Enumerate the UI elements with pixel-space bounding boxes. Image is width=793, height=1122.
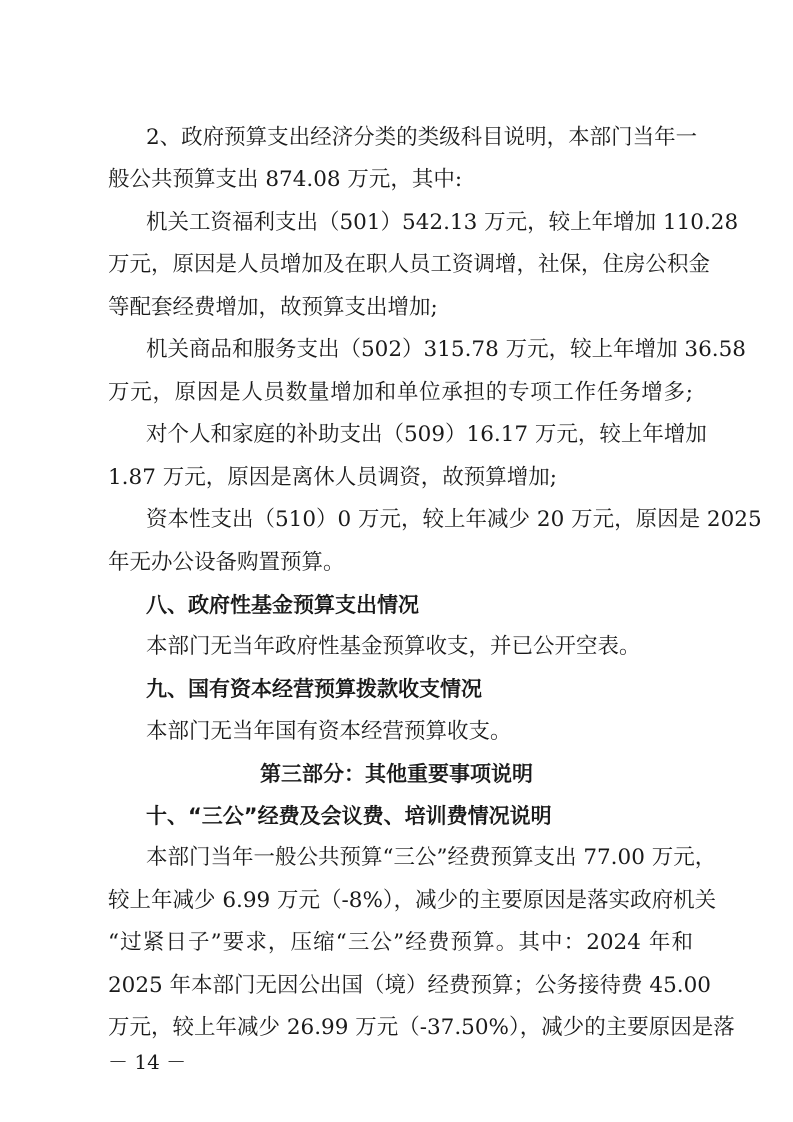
body-line: 等配套经费增加，故预算支出增加; [108,295,438,320]
section-heading: 十、“三公”经费及会议费、培训费情况说明 [146,804,552,828]
body-line: 对个人和家庭的补助支出（509）16.17 万元，较上年增加 [146,422,707,447]
body-line: 机关商品和服务支出（502）315.78 万元，较上年增加 36.58 [146,337,746,362]
page-number: － 14 － [108,1050,187,1074]
part-title: 第三部分：其他重要事项说明 [260,761,533,786]
section-heading: 九、国有资本经营预算拨款收支情况 [146,677,482,701]
body-line: 本部门无当年政府性基金预算收支，并已公开空表。 [146,634,641,659]
body-line: 万元，原因是人员数量增加和单位承担的专项工作任务增多; [108,380,693,405]
body-line: 般公共预算支出 874.08 万元，其中: [108,167,463,192]
body-line: 万元，较上年减少 26.99 万元（-37.50%），减少的主要原因是落 [108,1015,735,1040]
body-line: 资本性支出（510）0 万元，较上年减少 20 万元，原因是 2025 [146,507,762,532]
body-line: 万元，原因是人员增加及在职人员工资调增，社保，住房公积金 [108,252,711,277]
body-line: 2025 年本部门无因公出国（境）经费预算；公务接待费 45.00 [108,973,711,998]
body-line: 年无办公设备购置预算。 [108,550,345,575]
body-line: 1.87 万元，原因是离休人员调资，故预算增加; [108,465,557,490]
body-line: 本部门无当年国有资本经营预算收支。 [146,719,512,744]
body-line: 本部门当年一般公共预算“三公”经费预算支出 77.00 万元， [146,845,717,870]
body-line: “过紧日子”要求，压缩“三公”经费预算。其中：2024 年和 [108,930,693,955]
section-heading: 八、政府性基金预算支出情况 [146,593,419,617]
body-line: 机关工资福利支出（501）542.13 万元，较上年增加 110.28 [146,210,739,235]
body-line: 较上年减少 6.99 万元（-8%），减少的主要原因是落实政府机关 [108,888,717,913]
body-line: 2、政府预算支出经济分类的类级科目说明，本部门当年一 [146,125,698,150]
